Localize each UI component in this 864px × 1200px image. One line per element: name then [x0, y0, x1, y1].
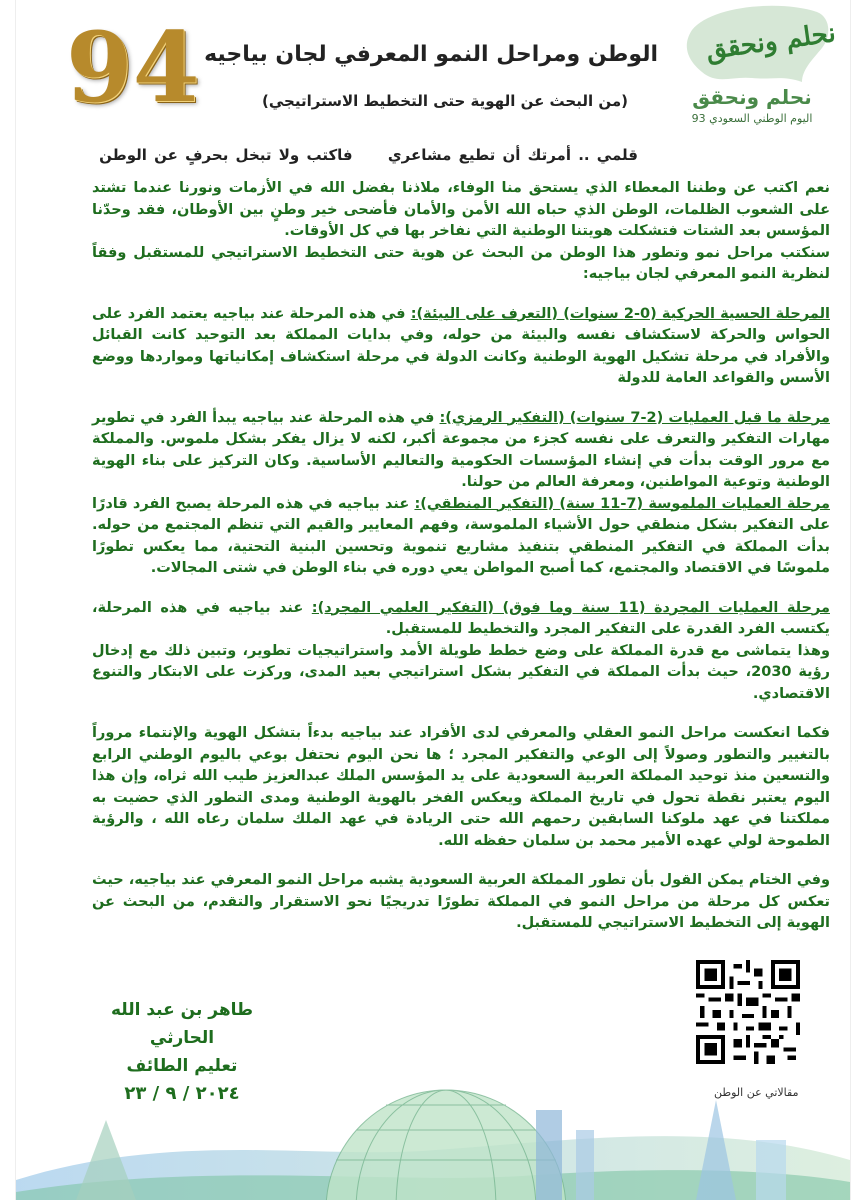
logo-brand-text: نحلم ونحقق: [692, 85, 812, 109]
qr-caption: مقالاتي عن الوطن: [714, 1086, 799, 1099]
anniversary-number: 94: [66, 11, 200, 124]
logo-subtitle: اليوم الوطني السعودي 93: [691, 112, 813, 125]
stage-heading-4: مرحلة العمليات المجردة (11 سنة وما فوق) (التفكير العلمي المجرد):: [311, 599, 830, 616]
national-day-logo: [652, 0, 852, 130]
conclusion-paragraph-2: وفي الختام يمكن القول بأن تطور المملكة العربية السعودية يشبه مراحل النمو المعرفي عند بياجيه، حيث تعكس كل مرحلة من مراحل النمو في المملكة تطورًا تدريجيًا نحو الاستقرار والتقدم، من البحث عن الهوية إلى التخطيط الاستراتيجي للمستقبل.: [92, 872, 830, 931]
stage-text-1: في هذه المرحلة عند بياجيه يعتمد الفرد على الحواس والحركة لاستكشاف نفسه والبيئة من حوله، وفي بدايات المملكة بعد التوحيد كانت القبائل والأفراد في مرحلة تشكيل الهوية الوطنية وكانت الدولة في مرحلة استكشاف إمكانياتها ومواردها ووضع الأسس والقواعد العامة للدولة: [92, 305, 830, 386]
motto-line: [71, 146, 638, 164]
author-organization: تعليم الطائف: [126, 1056, 238, 1076]
dome-shape: [326, 1090, 566, 1200]
stage-text-2: في هذه المرحلة عند بياجيه يبدأ الفرد في تطوير مهارات التفكير والتعرف على نفسه كجزء من مجموعة أكبر، لكنه لا يزال يفكر بشكل ملموس. والمملكة مع مرور الوقت بدأت في إنشاء المؤسسات الحكومية والتعاليم الأساسية. وكان التركيز على بناء الهوية الوطنية وتوعية المواطنين، ومعرفة العالم من حولنا.: [92, 409, 830, 490]
logo-calligraphy: نحلم ونحقق: [704, 18, 838, 67]
stage-heading-2: مرحلة ما قبل العمليات (2-7 سنوات) (التفكير الرمزي):: [439, 409, 830, 426]
conclusion-paragraph-1: فكما انعكست مراحل النمو العقلي والمعرفي لدى الأفراد عند بياجيه بدءاً بتشكل الهوية والإنتماء مروراً بالتغيير والتطور وصولاً إلى الوعي والتفكير المجرد ؛ ها نحن اليوم نحتفل بوعي باليوم الوطني الرابع والتسعين منذ توحيد المملكة العربية السعودية على يد المؤسس الملك عبدالعزيز طيب الله ثراه، وإن هذا اليوم يعتبر نقطة تحول في تاريخ المملكة ويعكس الفخر بالهوية الوطنية ومدى التطور الذي حضيت به مملكتنا في عهد ملوكنا السابقين رحمهم الله حتى الريادة في عهد الملك سلمان رعاه الله ، والرؤية الطموحة لولي عهده الأمير محمد بن سلمان حفظه الله.: [92, 725, 830, 849]
stage-text-3: عند بياجيه في هذه المرحلة يصبح الفرد قادرًا على التفكير بشكل منطقي حول الأشياء الملموسة، وفهم المعايير والقيم التي تنظم المجتمع من حوله. بدأت المملكة في التفكير المنطقي بتنفيذ مشاريع تنموية وتحسين البنية التحتية، مما يعكس تطورًا ملموسًا في الاقتصاد والمجتمع، كما أصبح المواطن يعي دوره في بناء الوطن في شتى المجالات.: [92, 495, 830, 576]
intro-paragraph-1: نعم اكتب عن وطننا المعطاء الذي يستحق منا الوفاء، ملاذنا بفضل الله في الأزمات ونورنا عندما تشتد على الشعوب الظلمات، الوطن الذي حباه الله الأمن والأمان فأضحى خير وطنٍ بين الأوطان، فقد وحدّنا المؤسس بعد الشتات فتشكلت هويتنا الوطنية التي نفاخر بها في كل الأوقات.: [92, 180, 830, 239]
stage-paragraph-1: [92, 304, 830, 390]
author-name: طاهر بن عبد الله الحارثي: [110, 1000, 254, 1048]
stage-paragraph-4: [92, 598, 830, 641]
article-body: [92, 178, 830, 953]
motto-part-1: قلمي .. أمرتك أن تطيع مشاعري: [387, 146, 638, 164]
page-subtitle: (من البحث عن الهوية حتى التخطيط الاستراتيجي): [262, 92, 628, 110]
page-title: الوطن ومراحل النمو المعرفي لجان بياجيه: [204, 42, 658, 67]
stage-paragraph-2: [92, 408, 830, 494]
tower-shape: [536, 1110, 562, 1200]
footer-illustration: [16, 1010, 850, 1200]
stage-heading-3: مرحلة العمليات الملموسة (7-11 سنة) (التفكير المنطقي):: [414, 495, 830, 512]
stage-paragraph-3: [92, 494, 830, 580]
intro-paragraph-2: سنكتب مراحل نمو وتطور هذا الوطن من البحث عن هوية حتى التخطيط الاستراتيجي للمستقبل وفقاً لنظرية النمو المعرفي لجان بياجيه:: [92, 244, 830, 282]
motto-part-2: فاكتب ولا تبخل بحرفٍ عن الوطن: [99, 146, 353, 164]
stage-text-4: عند بياجيه في هذه المرحلة، يكتسب الفرد القدرة على التفكير المجرد والتخطيط للمستقبل.: [92, 599, 830, 637]
stage-paragraph-4-extra: وهذا يتماشى مع قدرة المملكة على وضع خطط طويلة الأمد واستراتيجيات تطوير، وتبين ذلك مع إدخال رؤية 2030، حيث بدأت المملكة في التفكير بشكل استراتيجي بعيد المدى، وركزت على الابتكار والتنوع الاقتصادي.: [92, 642, 830, 702]
article-date: ٢٠٢٤ / ٩ / ٢٣: [124, 1083, 240, 1104]
stage-heading-1: المرحلة الحسية الحركية (0-2 سنوات) (التعرف على البيئة):: [410, 305, 830, 322]
